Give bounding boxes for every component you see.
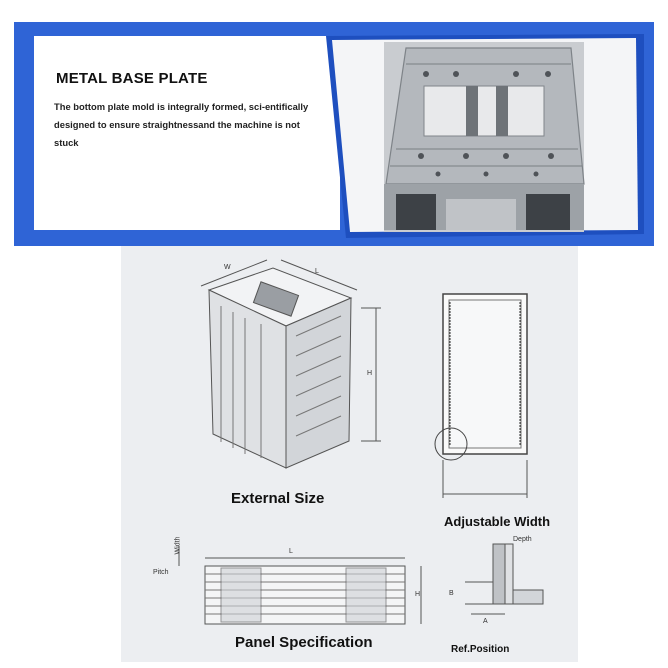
adjustable-width-drawing: [435, 294, 527, 498]
banner-title: METAL BASE PLATE: [56, 70, 208, 87]
dim-l-label: L: [315, 268, 319, 275]
ref-position-caption: Ref.Position: [451, 644, 510, 655]
dim-h-label: H: [367, 370, 373, 377]
dim-panel-l-label: L: [289, 548, 293, 555]
external-size-caption: External Size: [231, 490, 325, 507]
feature-banner: [14, 22, 654, 246]
dim-pitch-label: Pitch: [153, 569, 169, 576]
dim-a-label: A: [483, 618, 488, 625]
panel-specification-caption: Panel Specification: [235, 634, 373, 651]
dim-w-label: W: [224, 264, 231, 271]
banner-text-panel: [34, 36, 340, 230]
rack-isometric-drawing: [201, 260, 381, 468]
panel-specification-drawing: [179, 546, 421, 624]
dim-width-label: Width: [174, 536, 182, 555]
dim-depth-label: Depth: [513, 536, 532, 543]
adjustable-width-caption: Adjustable Width: [444, 514, 551, 529]
banner-description: The bottom plate mold is integrally formed, sci-entifically designed to ensure straightnessand the machine is not stuck: [54, 101, 309, 148]
ref-position-drawing: [465, 544, 543, 614]
technical-drawings: [121, 246, 578, 662]
dim-panel-h-label: H: [415, 591, 421, 598]
base-plate-photo: [326, 34, 644, 238]
dim-b-label: B: [449, 590, 454, 597]
